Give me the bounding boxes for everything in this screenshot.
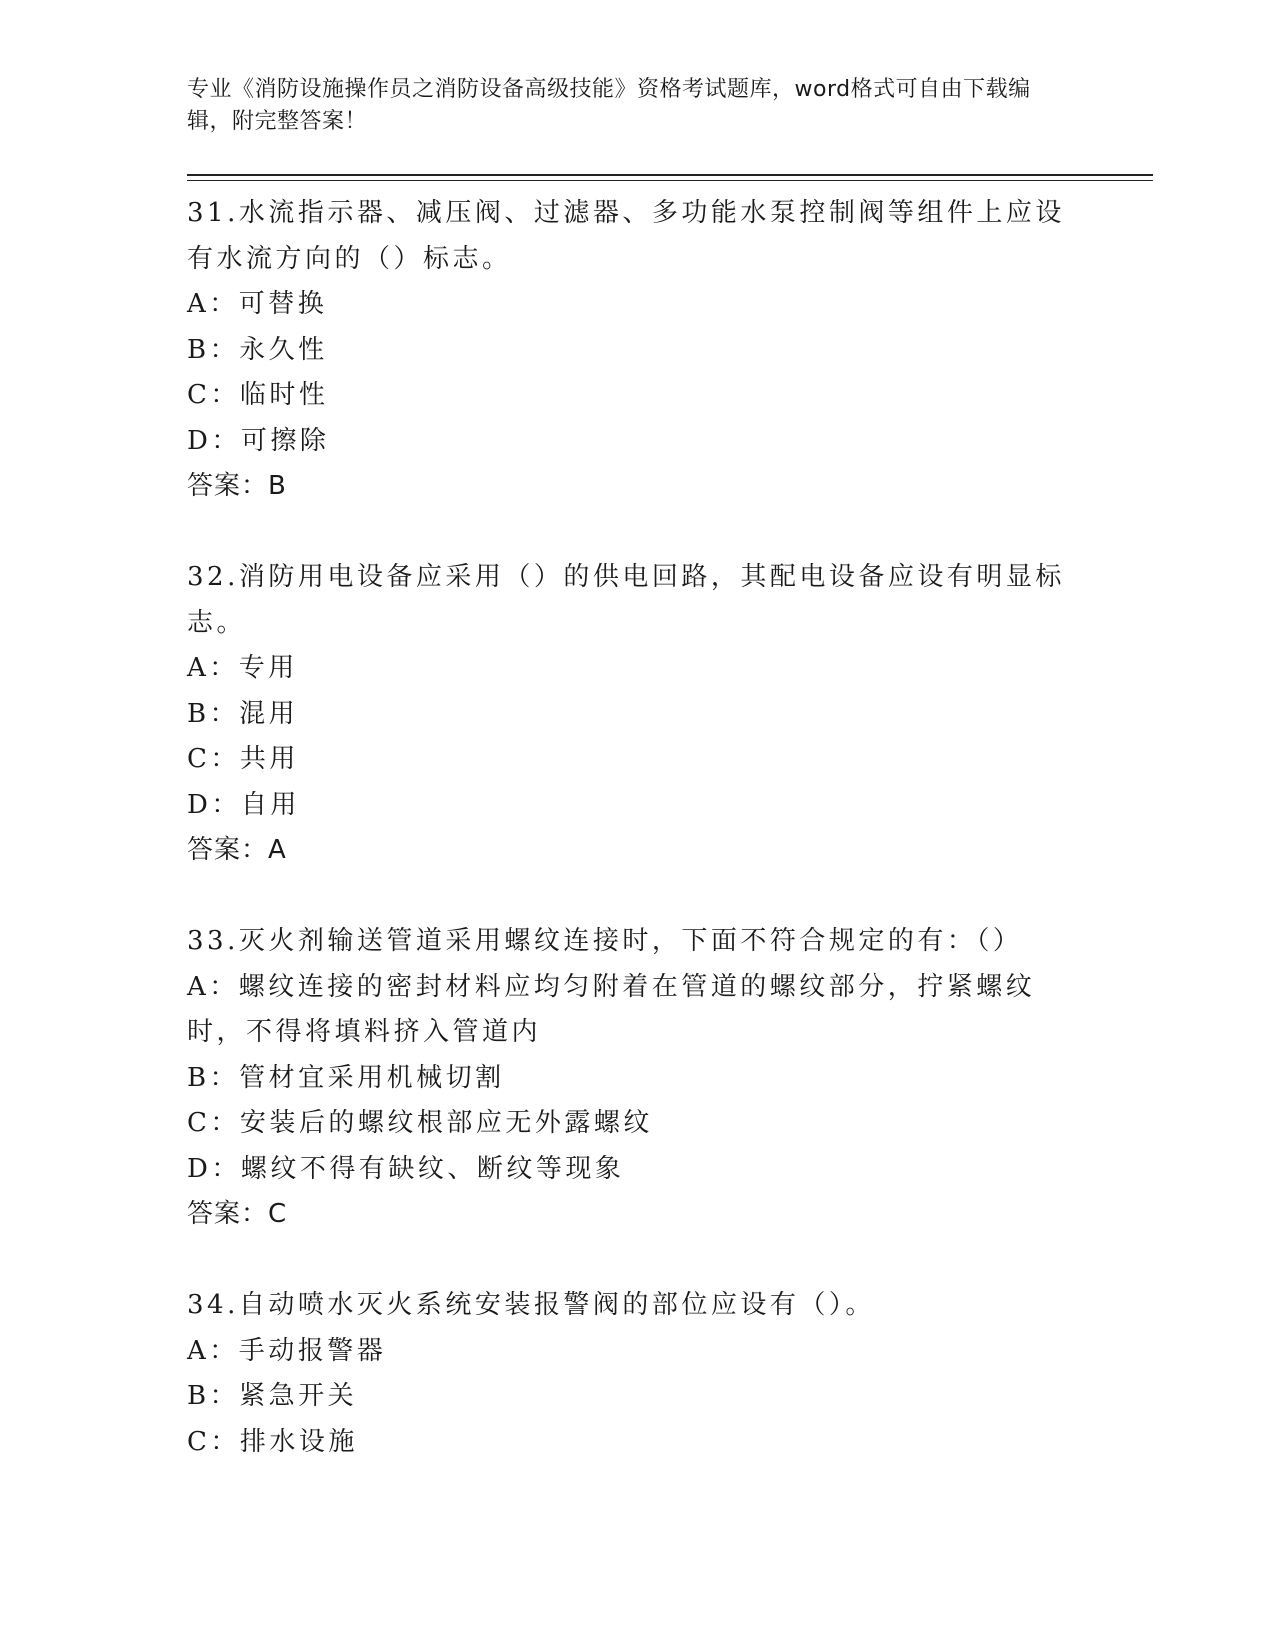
question-list [187, 191, 1077, 1511]
option-a: A：专用 [187, 653, 298, 683]
question-stem: 32.消防用电设备应采用（）的供电回路，其配电设备应设有明显标志。 [187, 562, 1065, 638]
answer: 答案：A [187, 835, 287, 865]
answer: 答案：B [187, 471, 287, 501]
option-b: B：紧急开关 [187, 1381, 358, 1411]
answer: 答案：C [187, 1199, 288, 1229]
option-d: D：自用 [187, 789, 300, 820]
option-c: C：共用 [187, 744, 299, 774]
question-stem: 34.自动喷水灭火系统安装报警阀的部位应设有（）。 [187, 1290, 875, 1320]
question-33 [187, 919, 1077, 1238]
question-31 [187, 191, 1077, 510]
document-header: 专业《消防设施操作员之消防设备高级技能》资格考试题库，word格式可自由下载编辑，附完整答案！ [187, 77, 1031, 134]
option-c: C：临时性 [187, 380, 329, 410]
option-d: D：螺纹不得有缺纹、断纹等现象 [187, 1153, 625, 1184]
question-32 [187, 555, 1077, 874]
option-b: B：混用 [187, 698, 299, 729]
option-a: A：手动报警器 [187, 1335, 387, 1366]
header-divider-thick [187, 174, 1153, 176]
header-divider-thin [187, 180, 1153, 181]
option-c: C：排水设施 [187, 1426, 358, 1457]
option-a: A：可替换 [187, 289, 328, 319]
question-stem: 31.水流指示器、减压阀、过滤器、多功能水泵控制阀等组件上应设有水流方向的（）标志。 [187, 198, 1065, 274]
option-a: A：螺纹连接的密封材料应均匀附着在管道的螺纹部分，拧紧螺纹时，不得将填料挤入管道内 [187, 971, 1036, 1047]
question-stem: 33.灭火剂输送管道采用螺纹连接时，下面不符合规定的有：（） [187, 926, 1023, 956]
option-b: B：管材宜采用机械切割 [187, 1062, 505, 1093]
question-34 [187, 1283, 1077, 1465]
option-b: B：永久性 [187, 334, 328, 365]
option-d: D：可擦除 [187, 425, 330, 456]
option-c: C：安装后的螺纹根部应无外露螺纹 [187, 1108, 653, 1138]
